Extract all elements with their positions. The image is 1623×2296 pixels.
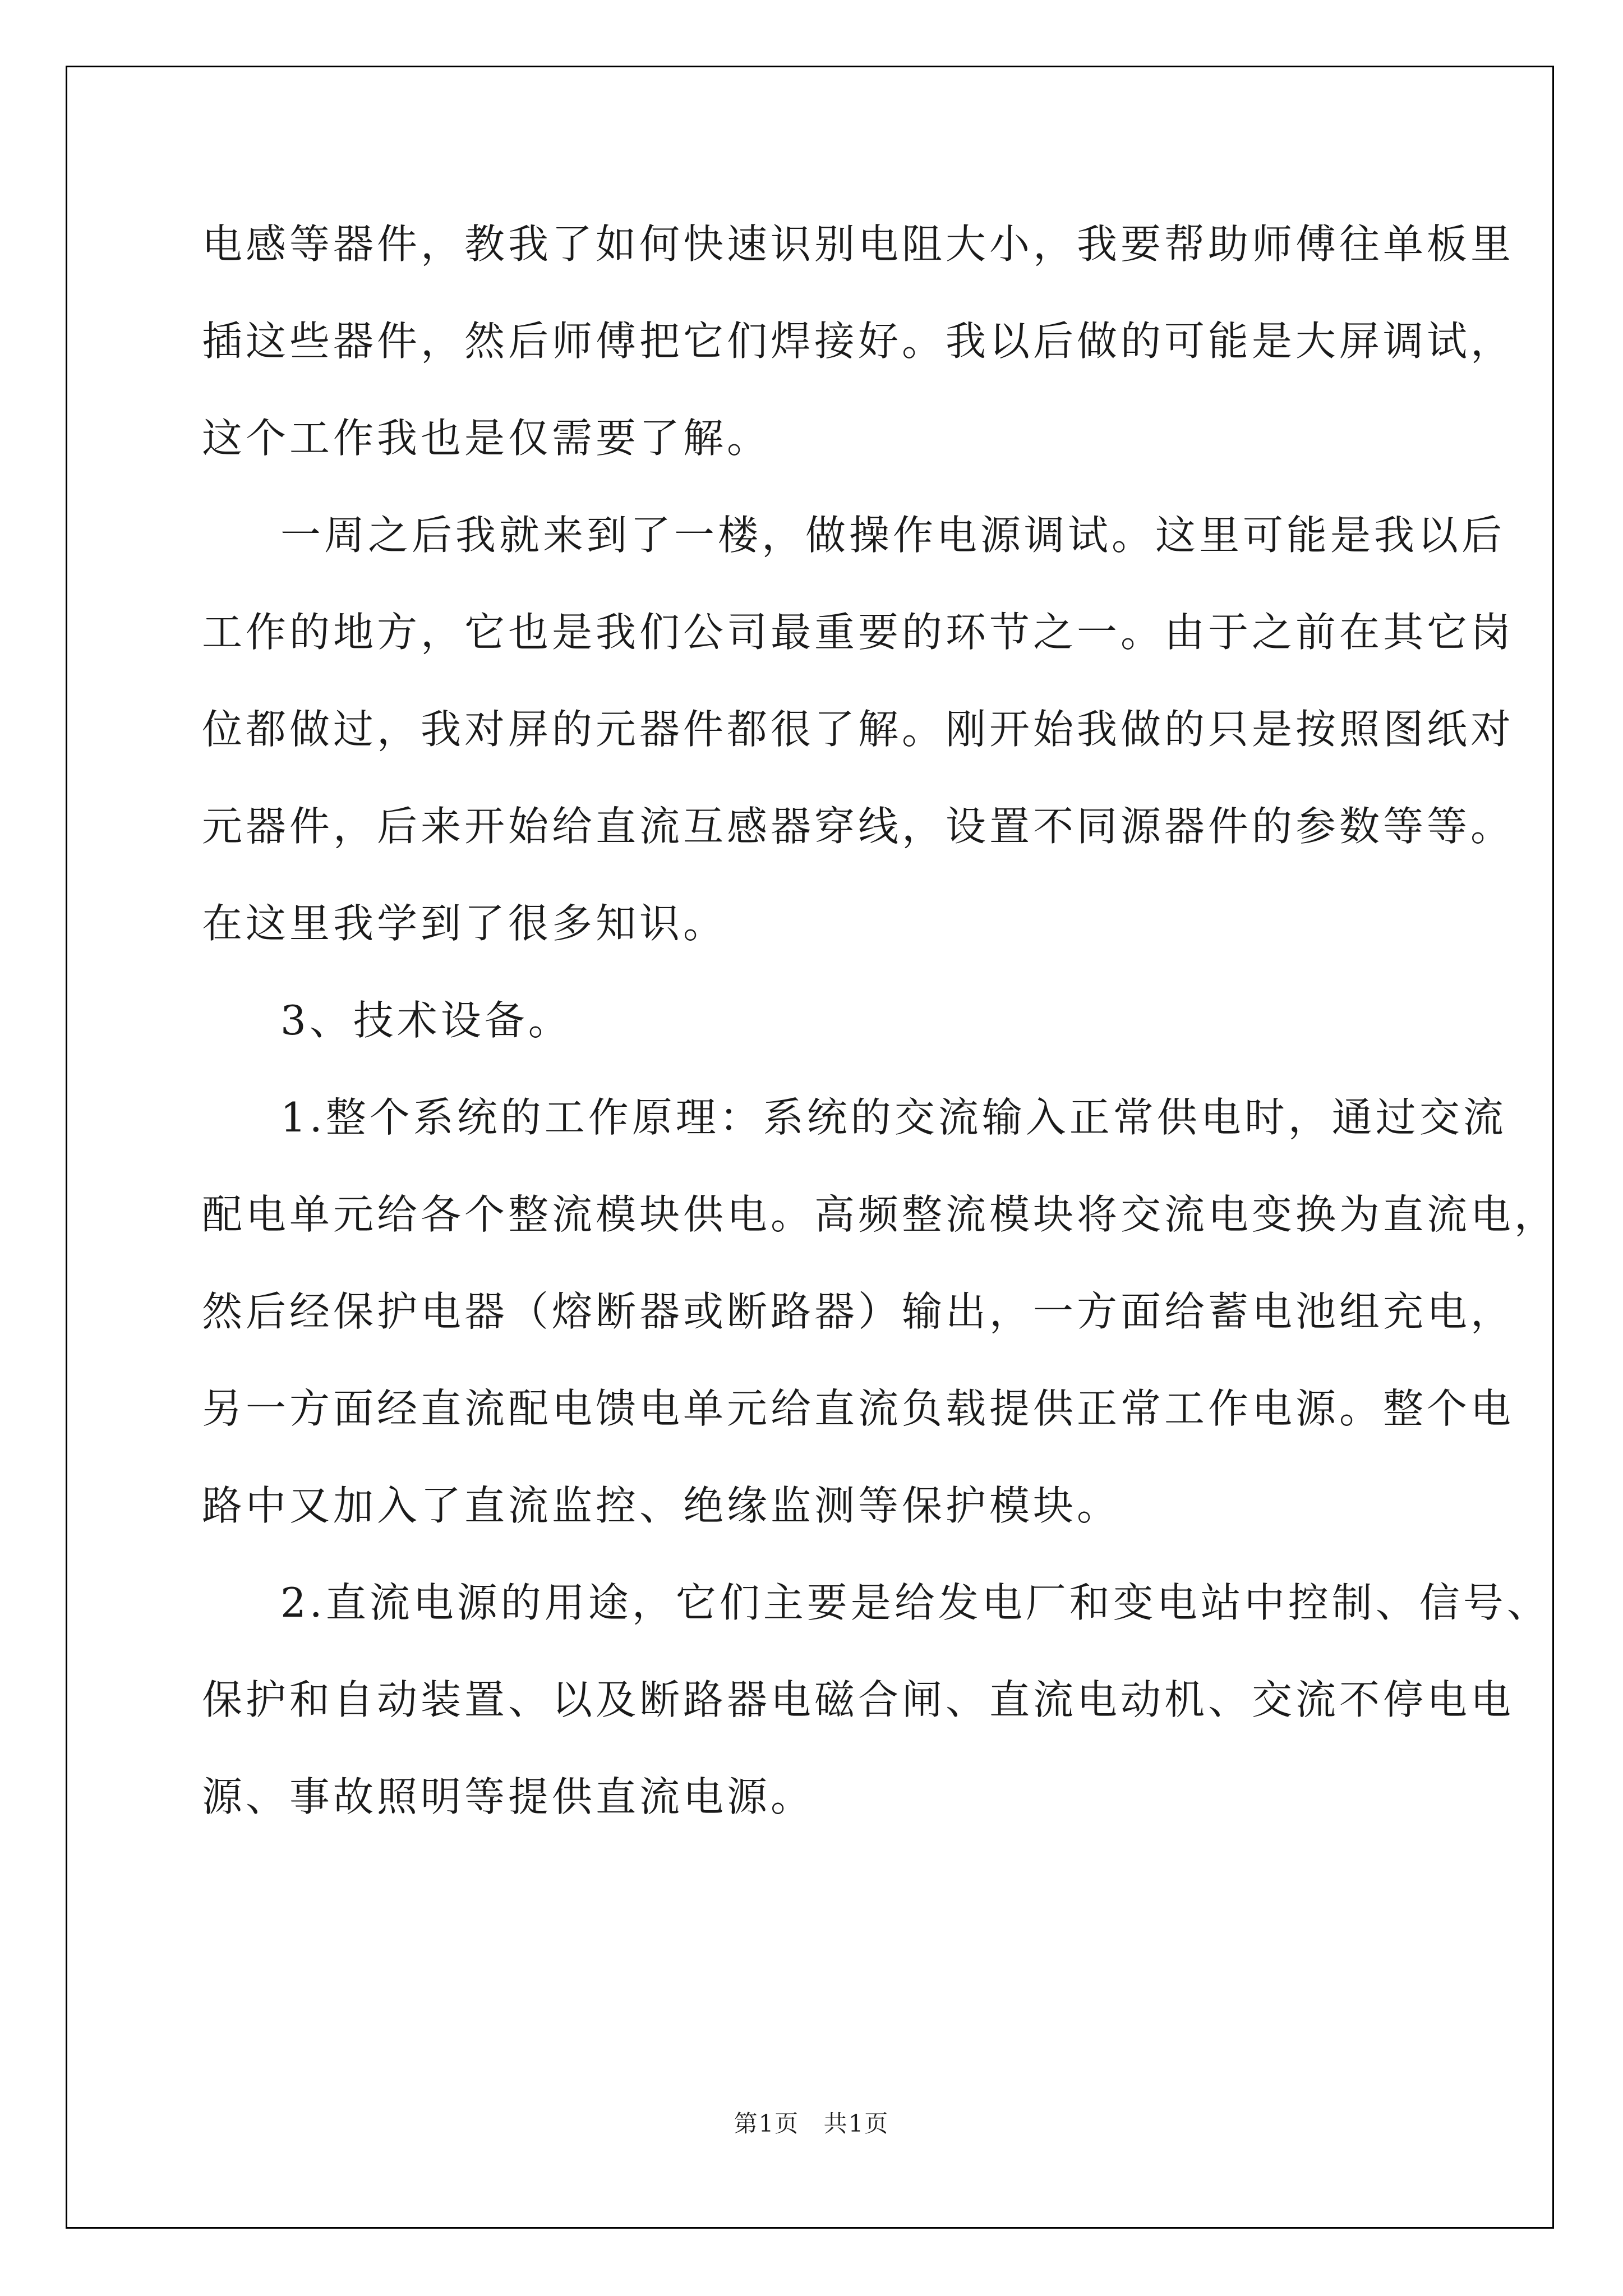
text-line: 工作的地方，它也是我们公司最重要的环节之一。由于之前在其它岗 xyxy=(202,609,1515,656)
paragraph-start-line: 一周之后我就来到了一楼，做操作电源调试。这里可能是我以后 xyxy=(280,512,1506,559)
text-line: 在这里我学到了很多知识。 xyxy=(202,900,727,947)
text-line: 插这些器件，然后师傅把它们焊接好。我以后做的可能是大屏调试， xyxy=(202,318,1515,365)
text-line: 元器件，后来开始给直流互感器穿线，设置不同源器件的参数等等。 xyxy=(202,803,1515,850)
text-line: 电感等器件，教我了如何快速识别电阻大小，我要帮助师傅往单板里 xyxy=(202,220,1515,268)
page-footer xyxy=(0,2108,1623,2139)
text-line: 配电单元给各个整流模块供电。高频整流模块将交流电变换为直流电， xyxy=(202,1191,1559,1238)
text-line: 另一方面经直流配电馈电单元给直流负载提供正常工作电源。整个电 xyxy=(202,1385,1515,1432)
text-line: 源、事故照明等提供直流电源。 xyxy=(202,1773,815,1820)
text-line: 然后经保护电器（熔断器或断路器）输出，一方面给蓄电池组充电， xyxy=(202,1288,1515,1335)
paragraph-start-line: 2.直流电源的用途，它们主要是给发电厂和变电站中控制、信号、 xyxy=(280,1579,1551,1626)
section-heading: 3、技术设备。 xyxy=(280,997,572,1044)
text-line: 保护和自动装置、以及断路器电磁合闸、直流电动机、交流不停电电 xyxy=(202,1676,1515,1723)
text-line: 位都做过，我对屏的元器件都很了解。刚开始我做的只是按照图纸对 xyxy=(202,706,1515,753)
text-line: 这个工作我也是仅需要了解。 xyxy=(202,415,771,462)
page-border xyxy=(66,66,1554,2229)
paragraph-start-line: 1.整个系统的工作原理：系统的交流输入正常供电时，通过交流 xyxy=(280,1094,1507,1141)
page-number: 第1页 xyxy=(734,2110,800,2137)
text-line: 路中又加入了直流监控、绝缘监测等保护模块。 xyxy=(202,1482,1121,1529)
page-total: 共1页 xyxy=(823,2110,889,2137)
